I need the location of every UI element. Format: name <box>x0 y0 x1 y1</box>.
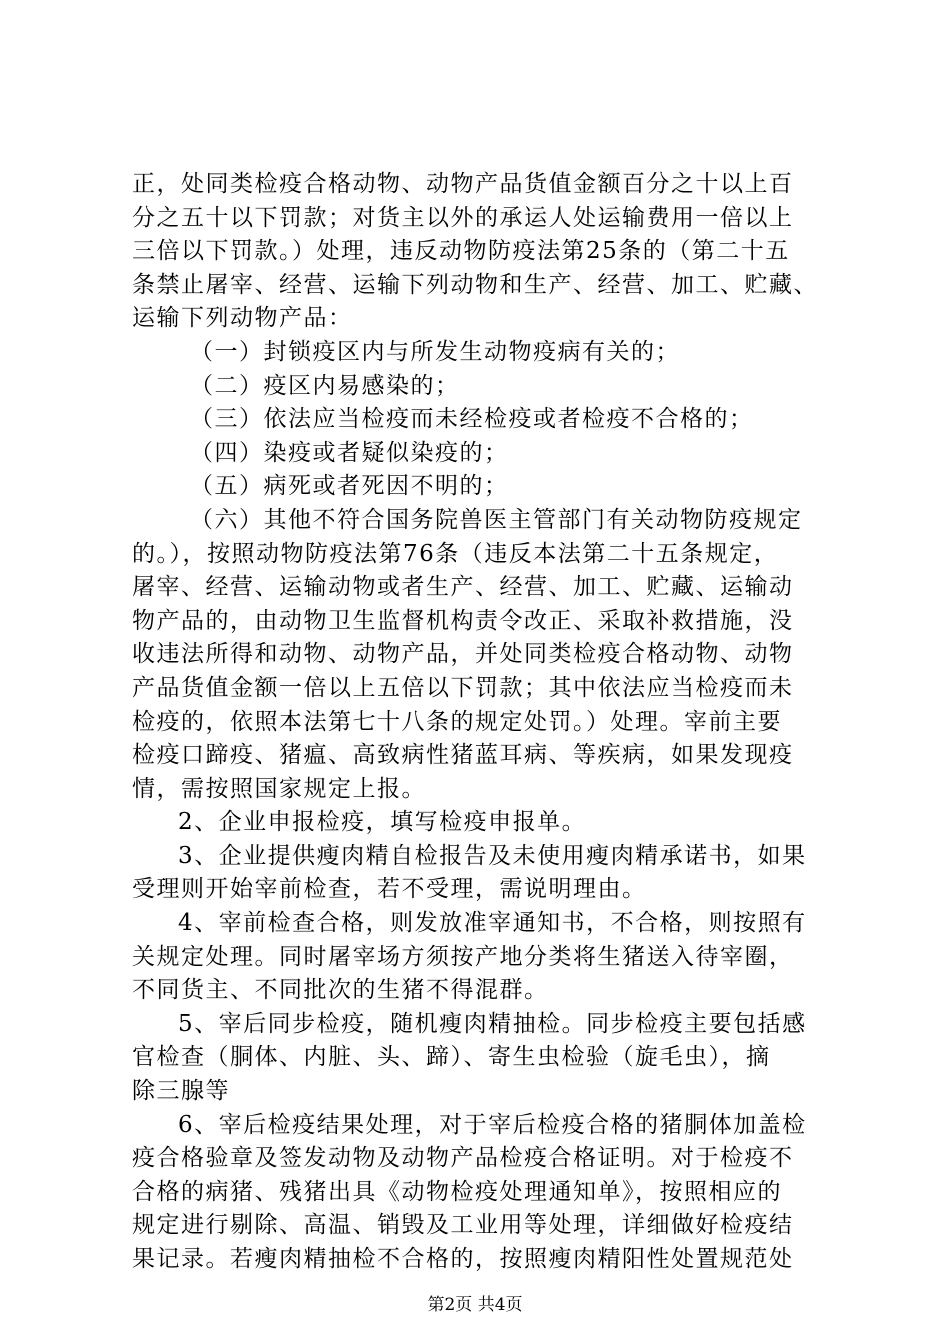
text-line: 除三腺等 <box>132 1078 230 1105</box>
text-line: 规定进行剔除、高温、销毁及工业用等处理，详细做好检疫结 <box>132 1212 794 1239</box>
paragraph-start: 5、宰后同步检疫，随机瘦肉精抽检。同步检疫主要包括感 <box>178 1010 807 1037</box>
paragraph-start: 4、宰前检查合格，则发放准宰通知书，不合格，则按照有 <box>178 910 807 937</box>
list-item: （一）封锁疫区内与所发生动物疫病有关的； <box>190 338 680 365</box>
text-line: 官检查（胴体、内脏、头、蹄）、寄生虫检验（旋毛虫），摘 <box>132 1044 771 1071</box>
list-item: （五）病死或者死因不明的； <box>190 473 509 500</box>
page-number-footer: 第2页 共4页 <box>427 1295 523 1315</box>
list-item: （六）其他不符合国务院兽医主管部门有关动物防疫规定 <box>190 506 803 533</box>
list-item: （三）依法应当检疫而未经检疫或者检疫不合格的； <box>190 406 754 433</box>
text-line: 屠宰、经营、运输动物或者生产、经营、加工、贮藏、运输动 <box>132 574 794 601</box>
paragraph-start: 3、企业提供瘦肉精自检报告及未使用瘦肉精承诺书，如果 <box>178 842 807 869</box>
text-line: 不同货主、不同批次的生猪不得混群。 <box>132 977 549 1004</box>
paragraph-start: 2、企业申报检疫，填写检疫申报单。 <box>178 809 587 836</box>
paragraph-start: 6、宰后检疫结果处理，对于宰后检疫合格的猪胴体加盖检 <box>178 1111 807 1138</box>
text-line: 运输下列动物产品： <box>132 305 353 332</box>
text-line: 产品货值金额一倍以上五倍以下罚款；其中依法应当检疫而未 <box>132 674 794 701</box>
text-line: 果记录。若瘦肉精抽检不合格的，按照瘦肉精阳性处置规范处 <box>132 1246 794 1272</box>
text-line: 检疫口蹄疫、猪瘟、高致病性猪蓝耳病、等疾病，如果发现疫 <box>132 742 794 769</box>
text-line: 三倍以下罚款。）处理，违反动物防疫法第25条的（第二十五 <box>132 238 790 265</box>
text-line: 正，处同类检疫合格动物、动物产品货值金额百分之十以上百 <box>132 171 794 197</box>
text-line: 检疫的，依照本法第七十八条的规定处罚。）处理。宰前主要 <box>132 708 782 735</box>
text-line: 情，需按照国家规定上报。 <box>132 775 426 802</box>
document-body <box>132 168 832 1277</box>
text-line: 关规定处理。同时屠宰场方须按产地分类将生猪送入待宰圈， <box>132 943 794 970</box>
text-line: 疫合格验章及签发动物及动物产品检疫合格证明。对于检疫不 <box>132 1145 794 1172</box>
list-item: （二）疫区内易感染的； <box>190 372 460 399</box>
list-item: （四）染疫或者疑似染疫的； <box>190 439 509 466</box>
text-line: 物产品的，由动物卫生监督机构责令改正、采取补救措施，没 <box>132 607 794 634</box>
text-line: 条禁止屠宰、经营、运输下列动物和生产、经营、加工、贮藏、 <box>132 271 818 298</box>
text-line: 收违法所得和动物、动物产品，并处同类检疫合格动物、动物 <box>132 641 794 668</box>
text-line: 合格的病猪、残猪出具《动物检疫处理通知单》，按照相应的 <box>132 1178 782 1205</box>
text-line: 的。），按照动物防疫法第76条（违反本法第二十五条规定， <box>132 540 779 567</box>
text-line: 受理则开始宰前检查，若不受理，需说明理由。 <box>132 876 647 903</box>
text-line: 分之五十以下罚款；对货主以外的承运人处运输费用一倍以上 <box>132 204 794 231</box>
